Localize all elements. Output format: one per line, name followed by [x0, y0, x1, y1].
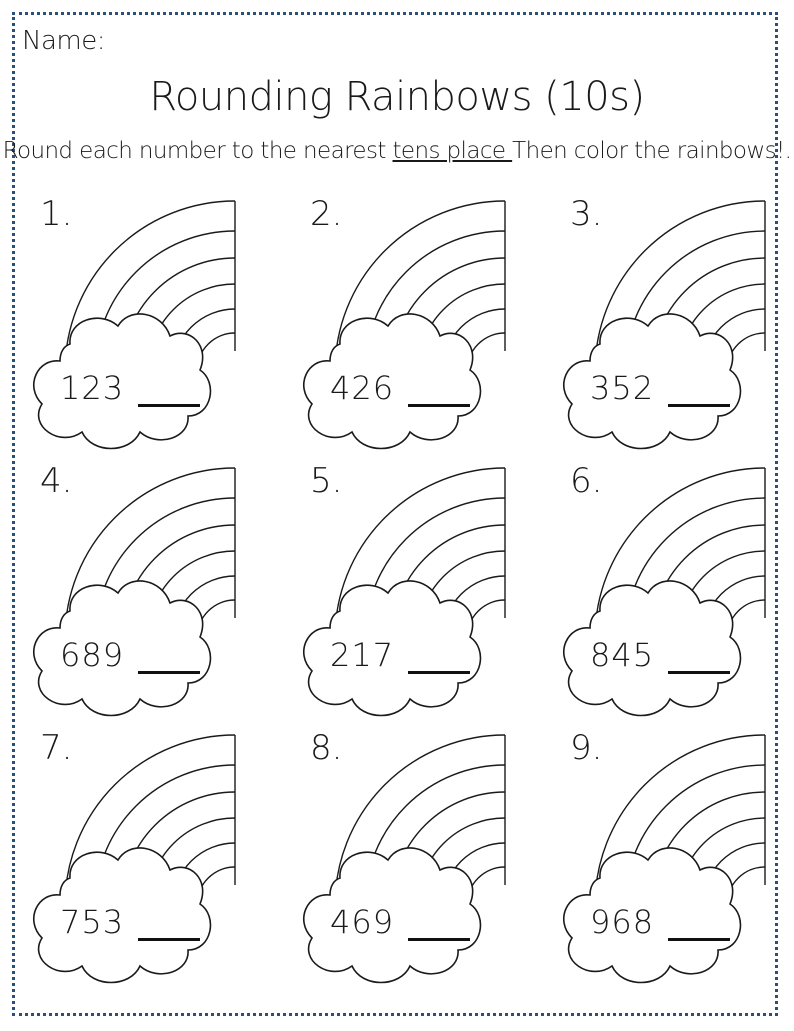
- problem-number: 2.: [310, 194, 343, 234]
- answer-blank[interactable]: [408, 404, 470, 407]
- answer-blank[interactable]: [668, 938, 730, 941]
- problem-3: [560, 186, 794, 456]
- problem-1: [30, 186, 280, 456]
- instructions-text-before: Round each number to the nearest: [2, 138, 393, 164]
- problem-number: 4.: [40, 461, 73, 501]
- problem-number: 3.: [570, 194, 603, 234]
- instructions-underlined-text: tens place: [392, 138, 513, 164]
- problem-value: 689: [60, 636, 125, 674]
- problem-value: 426: [330, 369, 395, 407]
- answer-blank[interactable]: [408, 671, 470, 674]
- answer-blank[interactable]: [138, 404, 200, 407]
- answer-blank[interactable]: [138, 671, 200, 674]
- problem-number: 7.: [40, 728, 73, 768]
- problem-4: [30, 453, 280, 723]
- worksheet-title: Rounding Rainbows (10s): [149, 74, 645, 120]
- problem-value: 753: [60, 903, 125, 941]
- answer-blank[interactable]: [138, 938, 200, 941]
- name-label: Name:: [22, 26, 105, 56]
- problem-7: [30, 720, 280, 990]
- problem-number: 6.: [570, 461, 603, 501]
- problem-number: 5.: [310, 461, 343, 501]
- problem-value: 352: [590, 369, 655, 407]
- problem-value: 217: [330, 636, 395, 674]
- problem-2: [300, 186, 550, 456]
- instructions: [0, 138, 794, 164]
- instructions-text-after: Then color the rainbows!.: [512, 138, 792, 164]
- answer-blank[interactable]: [408, 938, 470, 941]
- problem-number: 1.: [40, 194, 73, 234]
- answer-blank[interactable]: [668, 404, 730, 407]
- problem-5: [300, 453, 550, 723]
- problem-6: [560, 453, 794, 723]
- problem-value: 469: [330, 903, 395, 941]
- problem-8: [300, 720, 550, 990]
- problem-number: 9.: [570, 728, 603, 768]
- problem-number: 8.: [310, 728, 343, 768]
- problem-value: 845: [590, 636, 655, 674]
- problem-value: 968: [590, 903, 655, 941]
- problem-9: [560, 720, 794, 990]
- answer-blank[interactable]: [668, 671, 730, 674]
- problem-value: 123: [60, 369, 125, 407]
